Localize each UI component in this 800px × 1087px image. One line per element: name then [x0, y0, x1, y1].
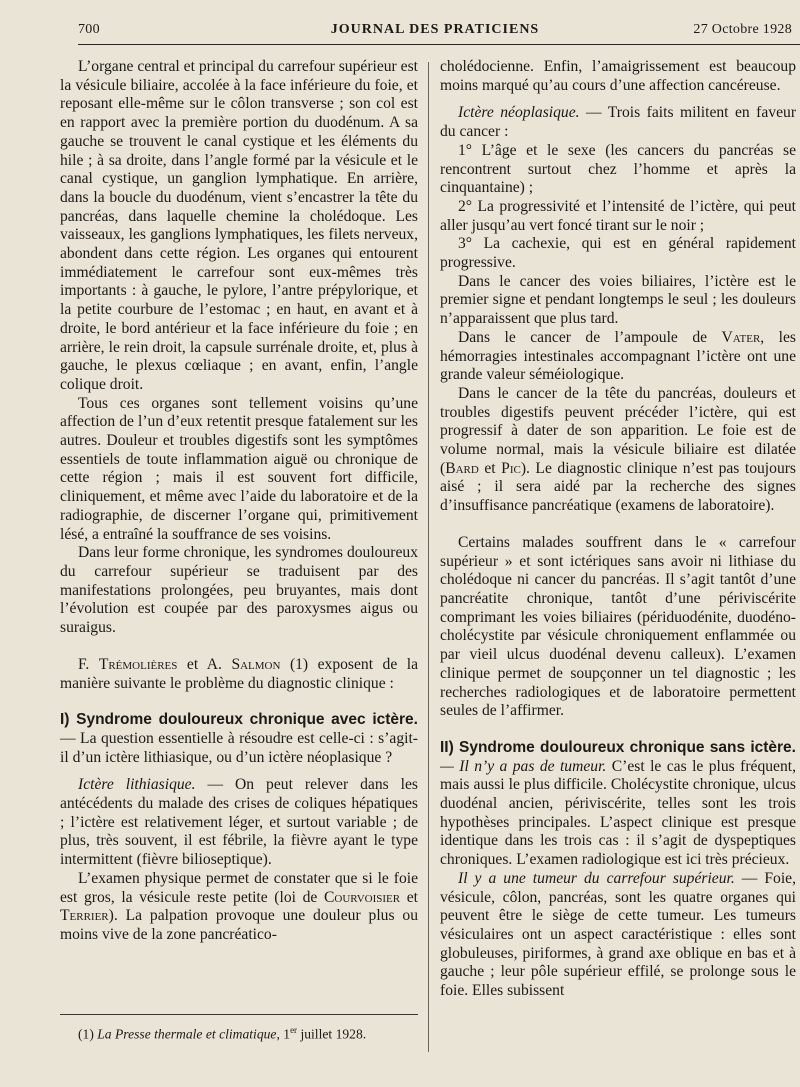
paragraph: Ictère néoplasique. — Trois faits militent en faveur du cancer : [440, 104, 796, 141]
paragraph: Certains malades souffrent dans le « carrefour supérieur » et sont ictériques sans avoir ni lithiase du cholédoque ni cancer du pancréas. Il s’agit tantôt d’une pancréatite chronique, tantôt d’une périviscérite comprimant les voies biliaires (périduodénite, duodéno-cholécystite par vésicule chroniquement enflammée ou par vieil ulcus duodénal devenu calleux). L’examen clinique permet de soupçonner un tel diagnostic ; les recherches radiologiques et de laboratoire permettent seules de l’affirmer. [440, 533, 796, 720]
section-heading-2: II) Syndrome douloureux chronique sans ictère. — Il n’y a pas de tumeur. C’est le cas le plus fréquent, mais aussi le plus difficile. Cholécystite chronique, ulcus duodénal ancien, périviscérite, telles sont les trois hypothèses principales. L’aspect clinique est presque identique dans les trois cas : il s’agit de dyspeptiques chroniques. L’examen radiologique est ici très précieux. [440, 738, 796, 869]
list-item: 3° La cachexie, qui est en général rapidement progressive. [440, 235, 796, 272]
list-item: 2° La progressivité et l’intensité de l’ictère, qui peut aller jusqu’au vert foncé tirant sur le noir ; [440, 197, 796, 234]
footnote: (1) La Presse thermale et climatique, 1er juillet 1928. [78, 1025, 367, 1042]
subheading: Ictère lithiasique. [78, 776, 196, 794]
page-number: 700 [78, 22, 100, 37]
list-item: 1° L’âge et le sexe (les cancers du pancréas se rencontrent surtout chez l’homme et après la cinquantaine) ; [440, 141, 796, 197]
paragraph: Ictère lithiasique. — On peut relever dans les antécédents du malade des crises de coliques hépatiques ; l’ictère est relativement léger, et surtout variable ; de plus, très souvent, il est fébrile, la fièvre ayant le type intermittent (fièvre bilioseptique). [60, 776, 419, 869]
subheading: Ictère néoplasique. [458, 104, 580, 122]
right-column [440, 58, 796, 1083]
author-name: Salmon [231, 655, 281, 673]
paragraph: Dans le cancer de la tête du pancréas, douleurs et troubles digestifs peuvent précéder l’ictère, qui est progressif à dater de son apparition. Le foie est de volume normal, mais la vésicule biliaire est dilatée (Bard et Pic). Le diagnostic clinique n’est pas toujours aisé ; il sera aidé par la recherche des signes d’insuffisance pancréatique (examens de laboratoire). [440, 384, 796, 515]
issue-date: 27 Octobre 1928 [693, 22, 792, 37]
column-divider [428, 62, 429, 1052]
paragraph: Il y a une tumeur du carrefour supérieur. — Foie, vésicule, côlon, pancréas, sont les quatre organes qui peuvent être le siège de cette tumeur. Les tumeurs vésiculaires ont un aspect caractéristique : elles sont globuleuses, piriformes, à grand axe oblique en bas et à gauche ; leur pôle supérieur effilé, se prolonge sous le foie. Elles subissent [440, 869, 796, 1000]
section-heading-1: I) Syndrome douloureux chronique avec ictère. — La question essentielle à résoudre est celle-ci : s’agit-il d’un ictère lithiasique, ou d’un ictère néoplasique ? [60, 711, 418, 766]
paragraph-authors: F. Trémolières et A. Salmon (1) exposent de la manière suivante le problème du diagnostic clinique : [60, 655, 418, 692]
header-rule [78, 44, 800, 45]
paragraph: Dans le cancer des voies biliaires, l’ictère est le premier signe et pendant longtemps le seul ; les douleurs n’apparaissent que plus tard. [440, 272, 796, 328]
paragraph: Dans leur forme chronique, les syndromes douloureux du carrefour supérieur se traduisent par des manifestations prolongées, peu bruyantes, mais dont l’évolution est coupée par des paroxysmes aigus ou suraigus. [60, 544, 418, 637]
journal-title: JOURNAL DES PRATICIENS [330, 22, 540, 37]
author-name: Trémolières [98, 655, 178, 673]
left-column [60, 58, 418, 945]
running-header [78, 22, 792, 42]
paragraph: Dans le cancer de l’ampoule de Vater, les hémorragies intestinales accompagnant l’ictère ont une grande valeur séméiologique. [440, 328, 796, 384]
paragraph: cholédocienne. Enfin, l’amaigrissement est beaucoup moins marqué qu’au cours d’une affection cancéreuse. [440, 58, 796, 94]
paragraph: L’organe central et principal du carrefour supérieur est la vésicule biliaire, accolée à la face inférieure du foie, et reposant elle-même sur le côlon transverse ; son col est en rapport avec la première portion du duodénum. A sa gauche se trouvent le canal cystique et les éléments du hile ; à sa droite, dans l’angle formé par la vésicule et le canal cystique, un ganglion lymphatique. En arrière, dans la boucle du duodénum, vient s’encastrer la tête du pancréas, dans laquelle chemine la cholédoque. Les vaisseaux, les ganglions lymphatiques, les filets nerveux, abondent dans cette région. Les organes qui entourent immédiatement le carrefour sont eux-mêmes très importants : à gauche, le pylore, l’antre prépylorique, et la petite courbure de l’estomac ; en haut, en avant et à droite, le bord antérieur et la face inférieure du foie ; en arrière, le rein droit, la capsule surrénale droite, et, plus à gauche, le plexus cœliaque ; en avant, enfin, l’angle colique droit. [60, 58, 418, 393]
paragraph: L’examen physique permet de constater que si le foie est gros, la vésicule reste petite (loi de Courvoisier et Terrier). La palpation provoque une douleur plus ou moins vive de la zone pancréatico- [60, 869, 418, 943]
footnote-rule [60, 1014, 418, 1015]
paragraph: Tous ces organes sont tellement voisins qu’une affection de l’un d’eux retentit presque fatalement sur les autres. Douleur et troubles digestifs sont les symptômes essentiels de toute inflammation aiguë ou chronique de cette région ; mais il est souvent fort difficile, cliniquement, et même avec l’aide du laboratoire et de la radiographie, de discerner l’organe qui, primitivement lésé, a entraîné la souffrance de ses voisins. [60, 394, 418, 543]
